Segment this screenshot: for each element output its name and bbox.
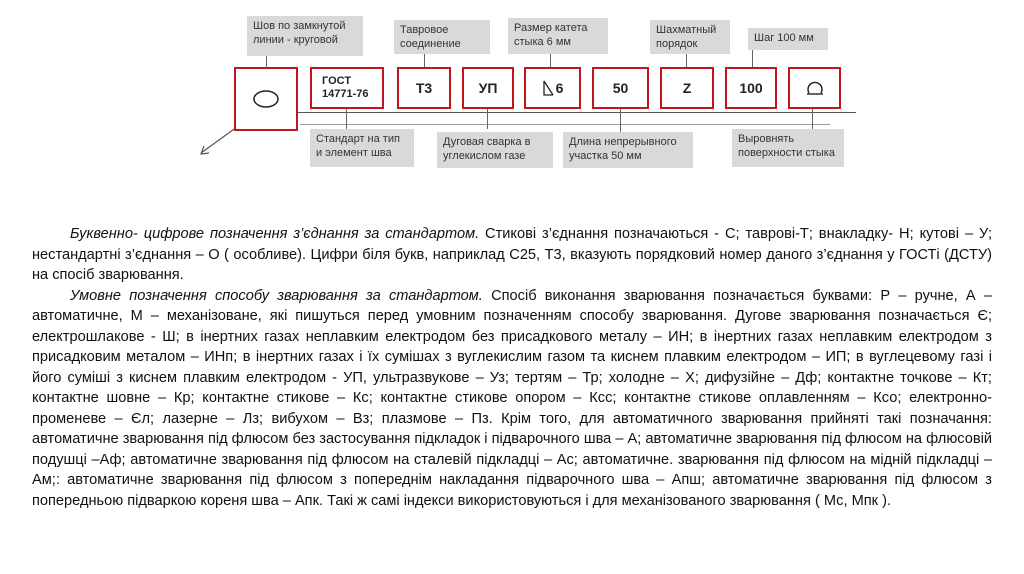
paragraph-heading: Умовне позначення способу зварювання за стандартом. <box>70 287 483 304</box>
connector <box>686 54 687 67</box>
paragraph-body: Стикові з’єднання позначаються - С; таврові-Т; внакладку- Н; кутові – У; нестандартні з’єднання – О ( особливе). Цифри біля букв, наприклад С25, Т3, вказують порядковий номер даного з’єднання у ГОСТі (ДСТУ) на спосіб зварювання. <box>32 226 992 283</box>
note-arc: Дуговая сварка в углекислом газе <box>437 132 553 168</box>
leg-triangle-icon <box>542 80 554 96</box>
paragraph-heading: Буквенно- цифрове позначення з’єднання за стандартом. <box>70 226 480 242</box>
connector <box>266 56 267 68</box>
weld-symbol-diagram <box>0 0 1024 215</box>
body-text <box>32 224 992 511</box>
up-box: УП <box>462 67 514 109</box>
connector <box>346 109 347 129</box>
reference-line <box>236 112 856 113</box>
reference-line-dashed <box>300 124 830 125</box>
note-standard: Стандарт на тип и элемент шва <box>310 129 414 167</box>
note-closed-seam: Шов по замкнутой линии - круговой <box>247 16 363 56</box>
circle-seam-icon <box>251 88 281 110</box>
paragraph-body: Спосіб виконання зварювання позначається буквами: Р – ручне, А – автоматичне, М – механізоване, які пишуться перед умовним позначенням способу зварювання. Дугове зварювання позначається Є; електрошлакове - Ш; в інертних газах неплавким електродом без присадкового металу – ИН; в інертних газах неплавким електродом з присадковим металом – ИНп; в інертних газах і їх сумішах з вуглекислим газом та киснем плавким електродом – ИП; в вуглецевому газі і його суміші з киснем плавким електродом - УП, ультразвукове – Уз; тертям – Тр; холодне – Х; дифузійне – Дф; контактне точкове – Кт; контактне шовне – Кр; контактне стикове – Кс; контактне стикове опором – Ксс; контактне стикове оплавленням – Ксо; електронно-променеве – Єл; лазерне – Лз; вибухом – Вз; плазмове – Пз. Крім того, для автоматичного зварювання прийняті такі позначання: автоматичне зварювання під флюсом без застосування підкладок і підварочного шва – А; автоматичне зварювання під флюсом на флюсовій подушці –Аф; автоматичне зварювання під флюсом на сталевій підкладці – Ас; автоматичне. зварювання під флюсом на мідній підкладці – Ам;: автоматичне зварювання під флюсом з попереднім накладання підварочного шва – Апш; автоматичне зварювання під флюсом з попередньою підваркою кореня шва – Апк. Такі ж самі індекси використовуються і для механізованого зварювання ( Мс, Мпк ). <box>32 287 992 509</box>
connector <box>812 109 813 129</box>
note-leg-size: Размер катета стыка 6 мм <box>508 18 608 54</box>
connector <box>550 54 551 67</box>
t3-box: Т3 <box>397 67 451 109</box>
connector <box>424 54 425 67</box>
closed-seam-box <box>234 67 298 131</box>
connector <box>620 109 621 132</box>
connector <box>752 50 753 67</box>
note-tee: Тавровое соединение <box>394 20 490 54</box>
note-step: Шаг 100 мм <box>748 28 828 50</box>
flush-box <box>788 67 841 109</box>
staggered-box: Z <box>660 67 714 109</box>
connector <box>487 109 488 129</box>
note-staggered: Шахматный порядок <box>650 20 730 54</box>
leg-size-box <box>524 67 581 109</box>
note-flush: Выровнять поверхности стыка <box>732 129 844 167</box>
gost-box: ГОСТ 14771-76 <box>310 67 384 109</box>
paragraph-joint-designation <box>32 224 992 286</box>
note-continuous: Длина непрерывного участка 50 мм <box>563 132 693 168</box>
flush-surface-icon <box>805 79 825 97</box>
length-box: 50 <box>592 67 649 109</box>
paragraph-welding-method <box>32 286 992 512</box>
pitch-box: 100 <box>725 67 777 109</box>
leg-size-value: 6 <box>555 80 564 96</box>
